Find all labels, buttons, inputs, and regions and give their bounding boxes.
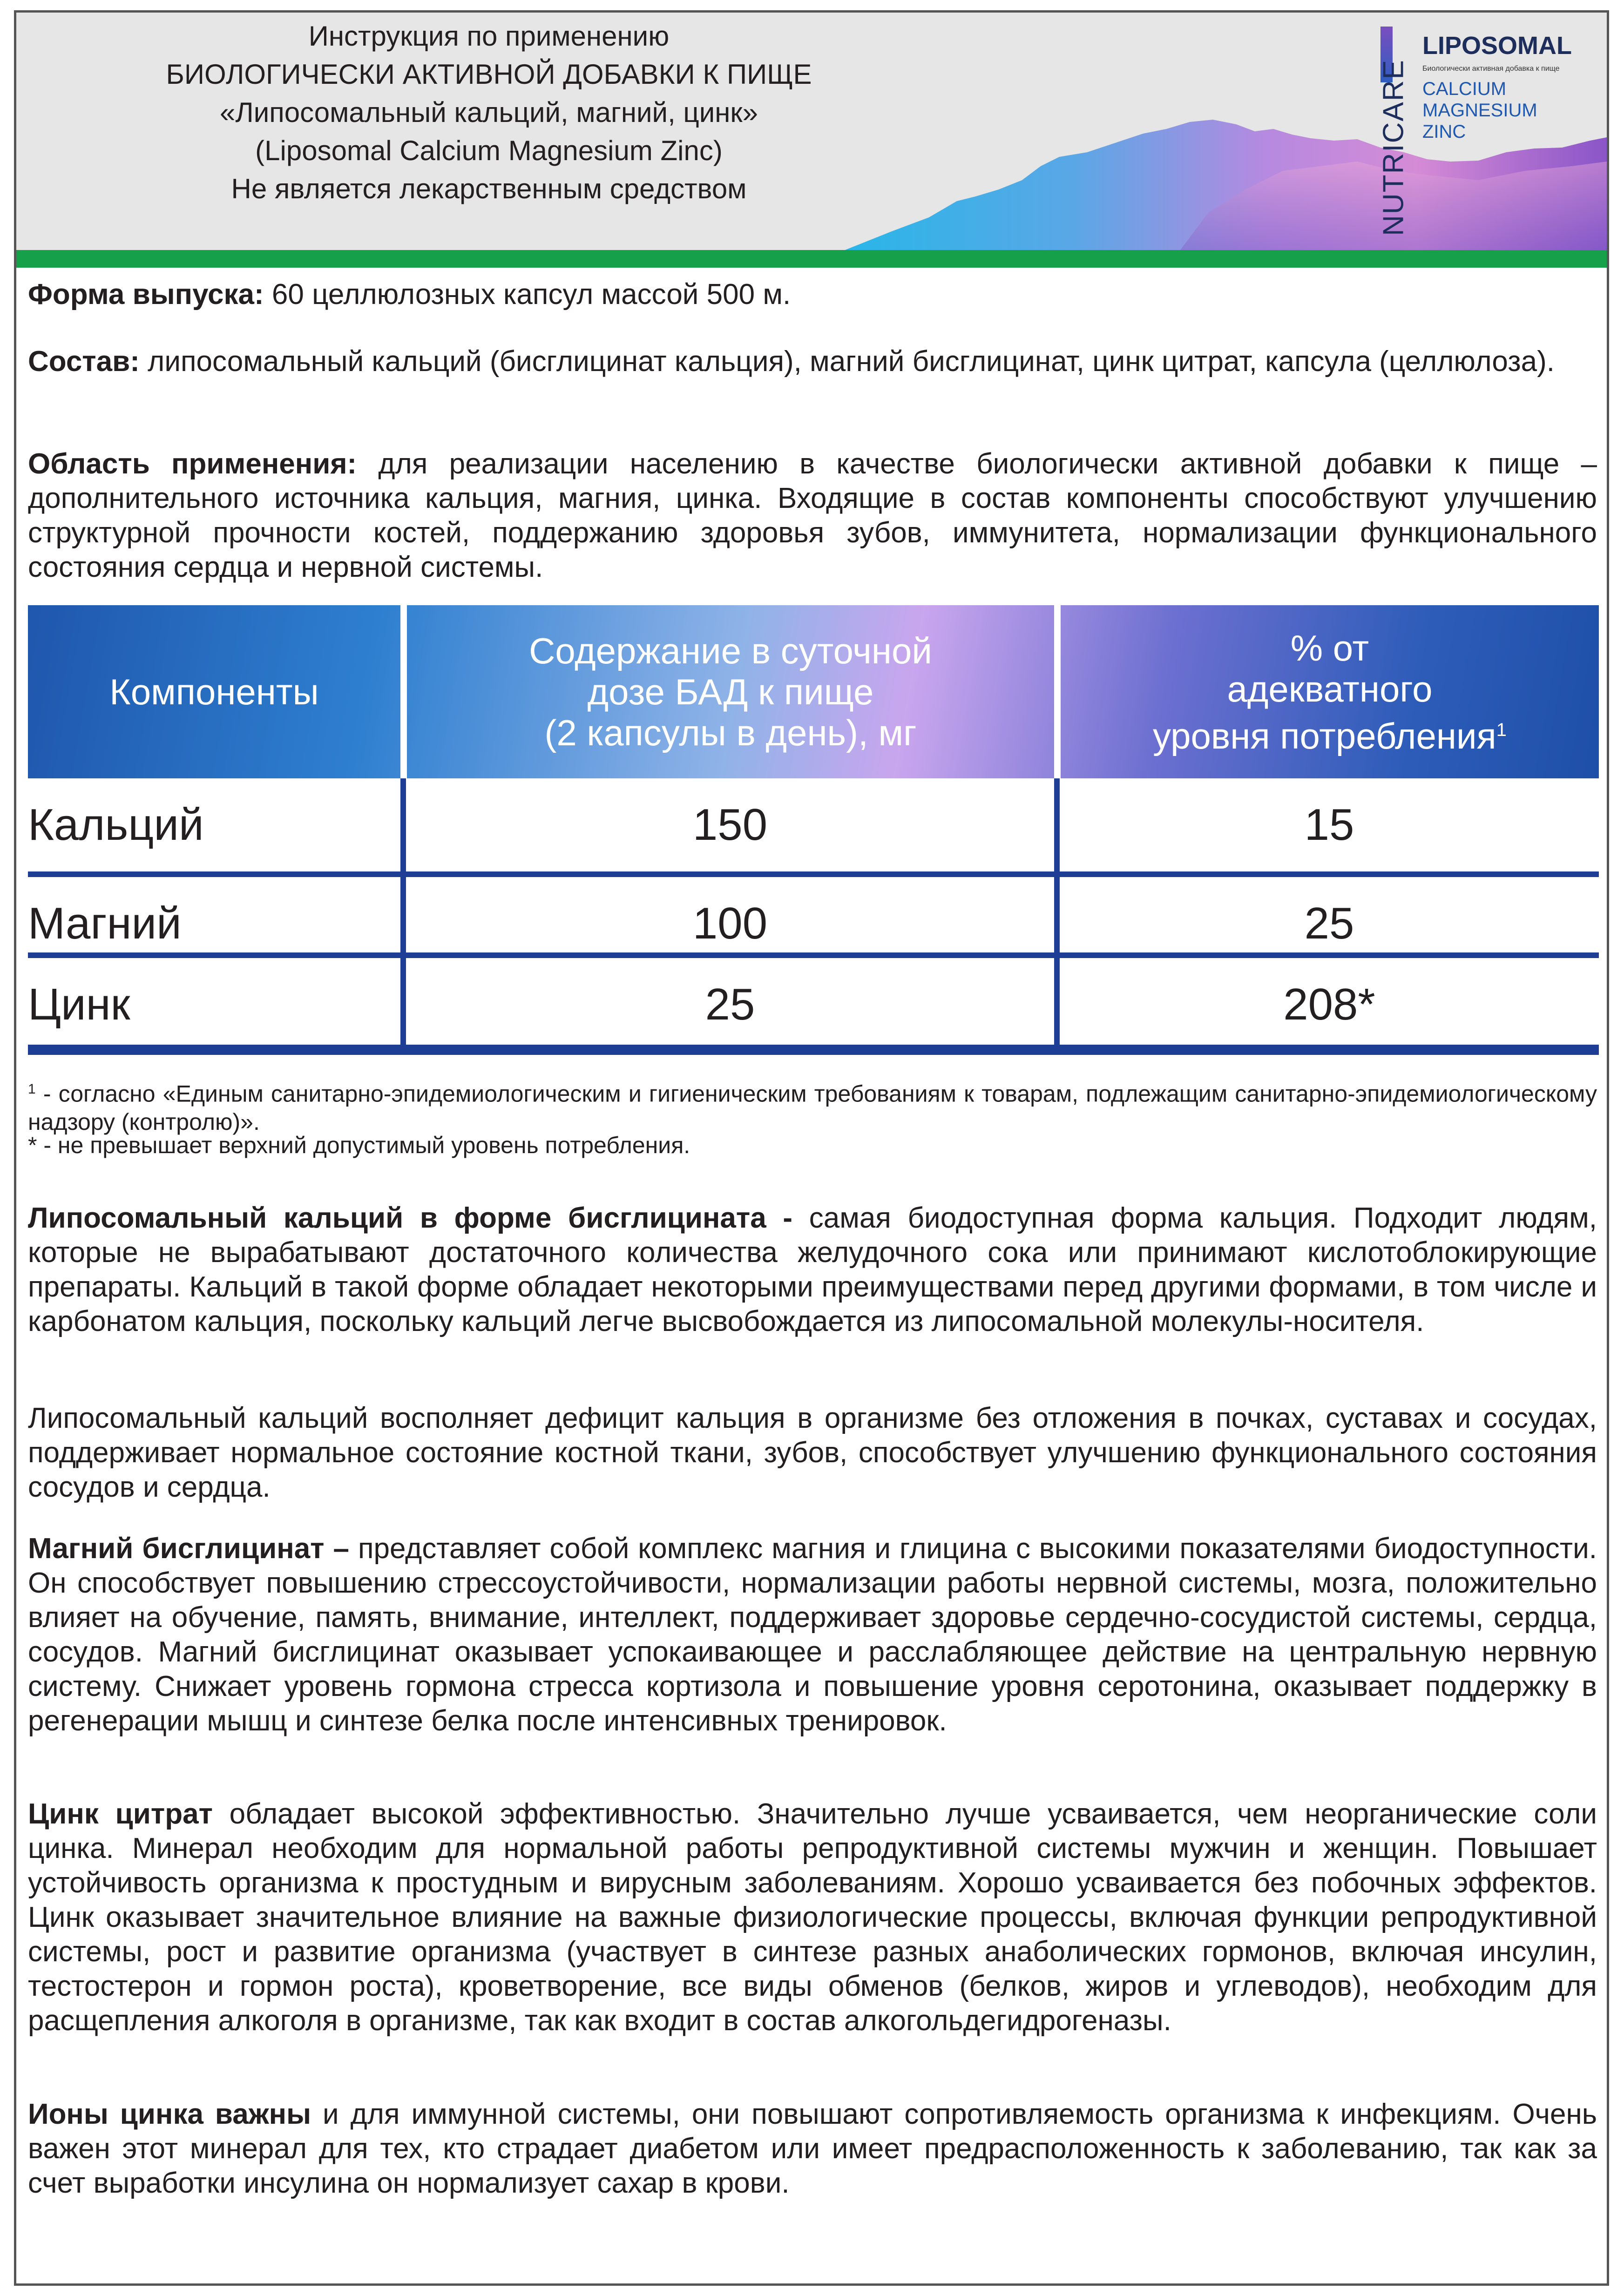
brand-subtitle: Биологически активная добавка к пище bbox=[1422, 65, 1560, 73]
paragraph-zinc-ions-label: Ионы цинка важны bbox=[28, 2098, 311, 2130]
header-percent-line-1: % от bbox=[1290, 627, 1369, 669]
row-dose: 150 bbox=[692, 800, 768, 850]
paragraph-zinc bbox=[28, 1797, 1597, 2038]
footnote-1-sup: 1 bbox=[28, 1081, 36, 1097]
row-divider bbox=[28, 952, 1599, 958]
form-section bbox=[28, 277, 1597, 312]
brand-line-magnesium: MAGNESIUM bbox=[1422, 100, 1537, 121]
area-label: Область применения: bbox=[28, 448, 357, 480]
row-divider bbox=[28, 871, 1599, 877]
paragraph-magnesium-label: Магний бисглицинат – bbox=[28, 1533, 349, 1565]
footnote-1-text: - согласно «Единым санитарно-эпидемиологическим и гигиеническим требованиям к товарам, подлежащим санитарно-эпидемиологическому надзору (контролю)». bbox=[28, 1080, 1597, 1135]
header-divider-1 bbox=[400, 605, 407, 778]
composition-label: Состав: bbox=[28, 345, 140, 378]
header-percent bbox=[1061, 605, 1599, 778]
header-line-5: Не является лекарственным средством bbox=[231, 173, 747, 204]
table-bottom-line bbox=[28, 1045, 1599, 1055]
brand-line-zinc: ZINC bbox=[1422, 122, 1466, 142]
composition-section bbox=[28, 344, 1597, 379]
row-dose: 100 bbox=[692, 898, 768, 948]
paragraph-zinc-text: обладает высокой эффективностью. Значительно лучше усваивается, чем неорганические соли цинка. Минерал необходим для нормальной работы репродуктивной системы мужчин и женщин. Повышает устойчивость организма к простудным и вирусным заболеваниям. Хорошо усваивается без побочных эффектов. Цинк оказывает значительное влияние на важные физиологические процессы, включая функции репродуктивной системы, рост и развитие организма (участвует в синтезе разных анаболических гормонов, включая инсулин, тестостерон и гормон роста), кроветворение, все виды обменов (белков, жиров и углеводов), необходим для расщепления алкоголя в организме, так как входит в состав алкогольдегидрогеназы. bbox=[28, 1798, 1597, 2037]
footnote-1 bbox=[28, 1075, 1597, 1136]
green-divider bbox=[16, 250, 1607, 268]
area-text: для реализации населению в качестве биологически активной добавки к пище – дополнительного источника кальция, магния, цинка. Входящие в состав компоненты способствуют улучшению структурной прочности костей, поддержанию здоровья зубов, иммунитета, нормализации функционального состояния сердца и нервной системы. bbox=[28, 448, 1597, 583]
paragraph-magnesium bbox=[28, 1532, 1597, 1738]
brand-vertical bbox=[1377, 59, 1410, 236]
header-percent-line-2: адекватного bbox=[1227, 668, 1433, 709]
footnote-2 bbox=[28, 1131, 1597, 1159]
composition-text: липосомальный кальций (бисглицинат кальция), магний бисглицинат, цинк цитрат, капсула (целлюлоза). bbox=[139, 345, 1555, 378]
header-dose bbox=[407, 605, 1054, 778]
table-row bbox=[28, 778, 1599, 871]
paragraph-magnesium-text: представляет собой комплекс магния и глицина с высокими показателями биодоступности. Он способствует повышению стрессоустойчивости, нормализации работы нервной системы, мозга, положительно влияет на обучение, память, внимание, интеллект, поддерживает здоровье сердечно-сосудистой системы, сердца, сосудов. Магний бисглицинат оказывает успокаивающее и расслабляющее действие на центральную нервную систему. Снижает уровень гормона стресса кортизола и повышение уровня серотонина, оказывает поддержку в регенерации мышц и синтезе белка после интенсивных тренировок. bbox=[28, 1533, 1597, 1737]
header-dose-line-3: (2 капсулы в день), мг bbox=[544, 712, 917, 753]
header-percent-line-3: уровня потребления bbox=[1152, 715, 1496, 756]
row-percent: 208* bbox=[1283, 979, 1375, 1029]
brand-title: LIPOSOMAL bbox=[1422, 32, 1572, 60]
area-section bbox=[28, 447, 1597, 585]
composition-table bbox=[28, 605, 1599, 1057]
header-dose-line-2: дозе БАД к пище bbox=[587, 671, 874, 712]
form-text: 60 целлюлозных капсул массой 500 м. bbox=[264, 278, 791, 311]
header-dose-line-1: Содержание в суточной bbox=[529, 630, 932, 671]
brand-vertical-text: NUTRICARE bbox=[1377, 59, 1410, 236]
paragraph-calcium bbox=[28, 1201, 1597, 1339]
paragraph-calcium-text: самая биодоступная форма кальция. Подходит людям, которые не вырабатывают достаточного количества желудочного сока или принимают кислотоблокирующие препараты. Кальций в такой форме обладает некоторыми преимуществами перед другими формами, в том числе и карбонатом кальция, поскольку кальций легче высвобождается из липосомальной молекулы-носителя. bbox=[28, 1202, 1597, 1337]
row-percent: 25 bbox=[1304, 898, 1354, 948]
paragraph-calcium-label: Липосомальный кальций в форме бисглицината - bbox=[28, 1202, 793, 1234]
footnote-2-text: * - не превышает верхний допустимый уровень потребления. bbox=[28, 1132, 690, 1158]
header-line-2: БИОЛОГИЧЕСКИ АКТИВНОЙ ДОБАВКИ К ПИЩЕ bbox=[166, 59, 812, 90]
row-name: Цинк bbox=[28, 979, 130, 1029]
paragraph-zinc-ions bbox=[28, 2097, 1597, 2201]
header-line-1: Инструкция по применению bbox=[308, 20, 670, 52]
row-name: Кальций bbox=[28, 800, 204, 850]
header-line-4: (Liposomal Calcium Magnesium Zinc) bbox=[255, 135, 723, 166]
header-banner bbox=[16, 13, 1607, 250]
header-components bbox=[28, 605, 400, 778]
row-name: Магний bbox=[28, 898, 182, 948]
column-divider-2 bbox=[1054, 778, 1060, 1045]
paragraph-calcium-2-text: Липосомальный кальций восполняет дефицит кальция в организме без отложения в почках, суставах и сосудах, поддерживает нормальное состояние костной ткани, зубов, способствует улучшению функционального состояния сосудов и сердца. bbox=[28, 1402, 1597, 1503]
header-components-text: Компоненты bbox=[109, 671, 319, 712]
table-row bbox=[28, 958, 1599, 1051]
header-line-3: «Липосомальный кальций, магний, цинк» bbox=[219, 97, 758, 128]
column-divider-1 bbox=[400, 778, 406, 1045]
row-percent: 15 bbox=[1304, 800, 1354, 850]
row-dose: 25 bbox=[705, 979, 755, 1029]
brand-line-calcium: CALCIUM bbox=[1422, 79, 1507, 99]
paragraph-calcium-2 bbox=[28, 1401, 1597, 1505]
header-percent-sup: 1 bbox=[1496, 719, 1507, 740]
header-title-block bbox=[16, 17, 961, 208]
header-divider-2 bbox=[1054, 605, 1061, 778]
paragraph-zinc-ions-text: и для иммунной системы, они повышают сопротивляемость организма к инфекциям. Очень важен этот минерал для тех, кто страдает диабетом или имеет предрасположенность к заболеванию, так как за счет выработки инсулина он нормализует сахар в крови. bbox=[28, 2098, 1597, 2199]
form-label: Форма выпуска: bbox=[28, 278, 264, 311]
paragraph-zinc-label: Цинк цитрат bbox=[28, 1798, 213, 1830]
